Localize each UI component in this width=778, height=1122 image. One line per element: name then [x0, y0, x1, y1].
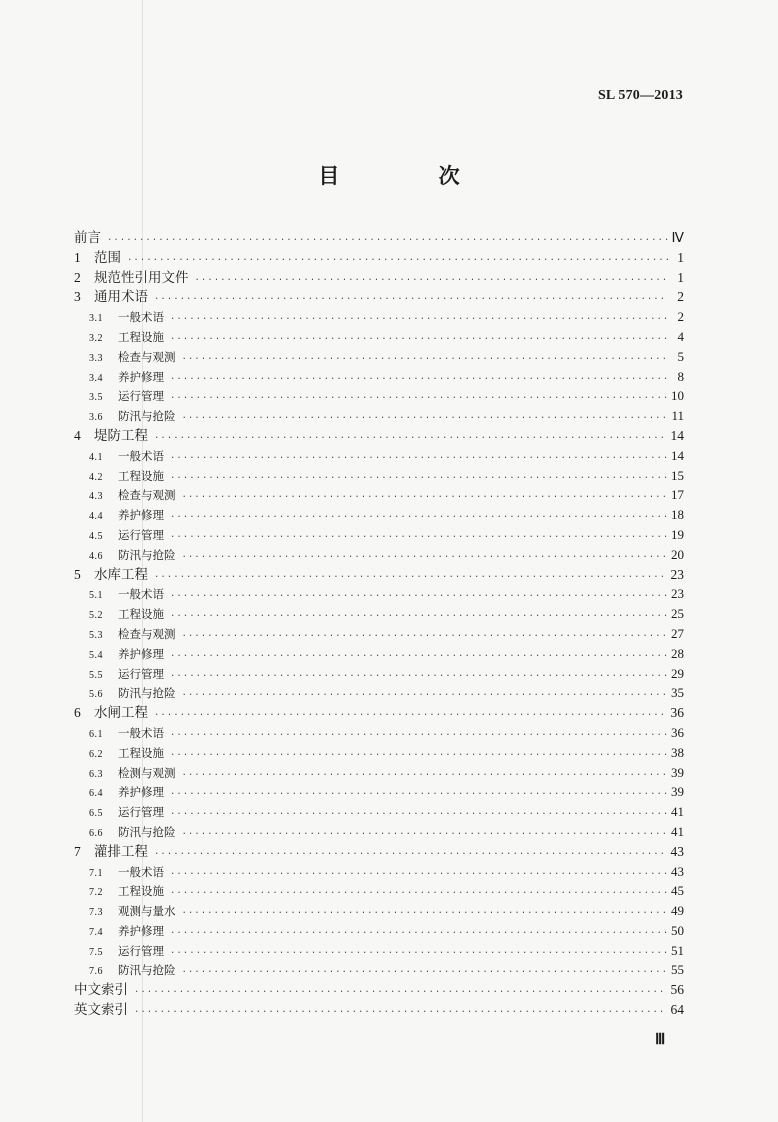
toc-entry-page: Ⅳ — [671, 230, 684, 245]
toc-entry-label: 防汛与抢险 — [118, 409, 176, 424]
dot-leader — [170, 330, 668, 350]
toc-entry-page: 4 — [677, 328, 684, 344]
toc-entry-number: 4.2 — [89, 471, 103, 483]
toc-entry[interactable] — [74, 822, 684, 842]
toc-entry[interactable] — [74, 327, 684, 347]
toc-entry[interactable] — [74, 743, 684, 763]
dot-leader — [107, 231, 668, 251]
toc-entry-label: 工程设施 — [118, 468, 164, 483]
toc-entry-page: 43 — [670, 843, 684, 859]
toc-entry-number: 3 — [74, 289, 81, 305]
dot-leader — [182, 963, 668, 983]
toc-entry-label: 一般术语 — [118, 448, 164, 463]
toc-entry[interactable] — [74, 367, 684, 387]
toc-entry-label: 运行管理 — [118, 805, 164, 820]
toc-entry-number: 4.4 — [89, 511, 103, 523]
toc-entry[interactable] — [74, 901, 684, 921]
toc-entry-page: 28 — [671, 645, 684, 661]
toc-entry[interactable] — [74, 980, 684, 1000]
toc-entry-number: 7.3 — [89, 907, 103, 919]
toc-entry-label: 堤防工程 — [94, 427, 148, 444]
dot-leader — [170, 647, 667, 667]
toc-entry-number: 6.2 — [89, 748, 103, 760]
dot-leader — [182, 350, 669, 370]
toc-entry-number: 3.4 — [89, 372, 103, 384]
toc-entry-page: 14 — [671, 447, 684, 463]
toc-entry-label: 防汛与抢险 — [118, 547, 176, 562]
toc-entry[interactable] — [74, 1000, 684, 1020]
dot-leader — [182, 409, 668, 429]
toc-entry-label: 水库工程 — [94, 566, 148, 583]
toc-entry[interactable] — [74, 881, 684, 901]
toc-entry-page: 36 — [671, 724, 684, 740]
toc-entry-label: 工程设施 — [118, 607, 164, 622]
dot-leader — [170, 884, 667, 904]
toc-entry[interactable] — [74, 683, 684, 703]
toc-entry-label: 养护修理 — [118, 785, 164, 800]
toc-entry-label: 范围 — [94, 249, 121, 266]
toc-entry-label: 一般术语 — [118, 864, 164, 879]
toc-entry-label: 运行管理 — [118, 527, 164, 542]
toc-entry-label: 防汛与抢险 — [118, 686, 176, 701]
toc-entry-page: 20 — [671, 546, 684, 562]
toc-entry-number: 3.5 — [89, 392, 103, 404]
toc-entry-number: 5.4 — [89, 649, 103, 661]
toc-entry-number: 3.3 — [89, 352, 103, 364]
toc-entry[interactable] — [74, 406, 684, 426]
toc-entry-page: 14 — [670, 427, 684, 443]
toc-entry-number: 7.2 — [89, 887, 103, 899]
toc-entry[interactable] — [74, 565, 684, 585]
toc-entry-label: 规范性引用文件 — [94, 269, 189, 286]
toc-entry-number: 5.3 — [89, 629, 103, 641]
toc-entry-label: 水闸工程 — [94, 705, 148, 722]
toc-entry-label: 灌排工程 — [94, 843, 148, 860]
toc-entry-label: 通用术语 — [94, 289, 148, 306]
toc-entry-number: 4 — [74, 427, 81, 443]
toc-entry-label: 一般术语 — [118, 725, 164, 740]
dot-leader — [170, 865, 667, 885]
toc-entry-page: 2 — [677, 309, 684, 325]
dot-leader — [182, 686, 668, 706]
toc-entry-number: 6 — [74, 705, 81, 721]
toc-entry-number: 6.1 — [89, 728, 103, 740]
toc-entry-label: 检测与观测 — [118, 765, 176, 780]
dot-leader — [170, 449, 667, 469]
toc-entry-number: 5 — [74, 566, 81, 582]
dot-leader — [127, 251, 668, 271]
dot-leader — [170, 785, 667, 805]
dot-leader — [182, 825, 668, 845]
toc-entry-number: 4.1 — [89, 451, 103, 463]
toc-entry-number: 4.3 — [89, 491, 103, 503]
toc-entry[interactable] — [74, 960, 684, 980]
dot-leader — [170, 924, 667, 944]
dot-leader — [170, 389, 667, 409]
dot-leader — [182, 627, 668, 647]
dot-leader — [154, 290, 668, 310]
toc-entry-number: 6.4 — [89, 788, 103, 800]
toc-entry-page: 5 — [677, 348, 684, 364]
toc-entry-page: 19 — [671, 526, 684, 542]
page-title: 目 次 — [318, 164, 506, 188]
toc-entry[interactable] — [74, 782, 684, 802]
toc-entry[interactable] — [74, 802, 684, 822]
toc-entry-page: 25 — [671, 606, 684, 622]
toc-entry-number: 5.2 — [89, 610, 103, 622]
toc-entry-page: 41 — [671, 804, 684, 820]
toc-entry-label: 一般术语 — [118, 310, 164, 325]
toc-entry[interactable] — [74, 545, 684, 565]
toc-entry-label: 检查与观测 — [118, 488, 176, 503]
toc-entry-label: 前言 — [74, 230, 101, 246]
dot-leader — [170, 944, 667, 964]
toc-entry-number: 6.6 — [89, 827, 103, 839]
toc-entry-page: 51 — [671, 942, 684, 958]
table-of-contents — [74, 228, 684, 1020]
dot-leader — [170, 667, 667, 687]
dot-leader — [154, 845, 667, 865]
toc-entry[interactable] — [74, 525, 684, 545]
toc-entry-number: 7.1 — [89, 867, 103, 879]
dot-leader — [170, 469, 667, 489]
toc-entry-label: 运行管理 — [118, 943, 164, 958]
dot-leader — [195, 271, 669, 291]
toc-entry-label: 防汛与抢险 — [118, 824, 176, 839]
toc-entry[interactable] — [74, 287, 684, 307]
dot-leader — [154, 568, 667, 588]
toc-entry-page: 43 — [671, 863, 684, 879]
toc-entry-number: 6.3 — [89, 768, 103, 780]
toc-entry-page: 11 — [671, 408, 684, 424]
toc-entry[interactable] — [74, 466, 684, 486]
toc-entry-label: 养护修理 — [118, 646, 164, 661]
toc-entry-page: 50 — [671, 922, 684, 938]
toc-entry-label: 养护修理 — [118, 508, 164, 523]
dot-leader — [154, 706, 667, 726]
toc-entry-label: 检查与观测 — [118, 626, 176, 641]
toc-entry[interactable] — [74, 228, 684, 248]
toc-entry-page: 23 — [670, 566, 684, 582]
toc-entry[interactable] — [74, 485, 684, 505]
toc-entry[interactable] — [74, 505, 684, 525]
toc-entry[interactable] — [74, 347, 684, 367]
dot-leader — [170, 726, 667, 746]
standard-code: SL 570—2013 — [597, 88, 683, 103]
toc-entry-page: 39 — [671, 784, 684, 800]
toc-entry[interactable] — [74, 842, 684, 862]
dot-leader — [182, 548, 668, 568]
toc-entry[interactable] — [74, 386, 684, 406]
toc-entry-label: 养护修理 — [118, 369, 164, 384]
dot-leader — [170, 528, 667, 548]
toc-entry-number: 1 — [74, 249, 81, 265]
toc-entry[interactable] — [74, 664, 684, 684]
toc-entry-label: 检查与观测 — [118, 349, 176, 364]
toc-entry-page: 39 — [671, 764, 684, 780]
toc-entry[interactable] — [74, 248, 684, 268]
page-number: Ⅲ — [655, 1032, 666, 1048]
toc-entry[interactable] — [74, 941, 684, 961]
toc-entry-page: 15 — [671, 467, 684, 483]
toc-entry-number: 7.4 — [89, 926, 103, 938]
toc-entry-number: 5.1 — [89, 590, 103, 602]
toc-entry-number: 4.6 — [89, 550, 103, 562]
dot-leader — [182, 488, 668, 508]
toc-entry-number: 2 — [74, 269, 81, 285]
toc-entry[interactable] — [74, 703, 684, 723]
dot-leader — [134, 983, 667, 1003]
toc-entry-page: 17 — [671, 487, 684, 503]
toc-entry-number: 4.5 — [89, 530, 103, 542]
toc-entry-number: 7 — [74, 843, 81, 859]
toc-entry[interactable] — [74, 921, 684, 941]
toc-entry-page: 45 — [671, 883, 684, 899]
dot-leader — [182, 904, 668, 924]
dot-leader — [182, 766, 668, 786]
toc-entry-page: 1 — [677, 249, 684, 265]
toc-entry-page: 18 — [671, 507, 684, 523]
toc-entry[interactable] — [74, 426, 684, 446]
toc-entry-label: 工程设施 — [118, 329, 164, 344]
toc-entry-label: 防汛与抢险 — [118, 963, 176, 978]
dot-leader — [170, 746, 667, 766]
toc-entry-page: 36 — [670, 705, 684, 721]
toc-entry-number: 5.5 — [89, 669, 103, 681]
dot-leader — [170, 508, 667, 528]
toc-entry-label: 英文索引 — [74, 1002, 128, 1019]
toc-entry-label: 养护修理 — [118, 923, 164, 938]
toc-entry-page: 29 — [671, 665, 684, 681]
toc-entry-page: 35 — [671, 685, 684, 701]
toc-entry-page: 1 — [677, 269, 684, 285]
dot-leader — [154, 429, 667, 449]
toc-entry-page: 55 — [671, 962, 684, 978]
toc-entry-number: 6.5 — [89, 808, 103, 820]
dot-leader — [170, 310, 668, 330]
toc-entry-page: 56 — [670, 982, 684, 998]
toc-entry-label: 工程设施 — [118, 884, 164, 899]
dot-leader — [170, 587, 667, 607]
toc-entry-label: 中文索引 — [74, 982, 128, 999]
toc-entry[interactable] — [74, 644, 684, 664]
toc-entry-page: 8 — [677, 368, 684, 384]
toc-entry-label: 运行管理 — [118, 389, 164, 404]
toc-entry-number: 5.6 — [89, 689, 103, 701]
toc-entry[interactable] — [74, 268, 684, 288]
toc-entry[interactable] — [74, 763, 684, 783]
toc-entry-number: 3.6 — [89, 412, 103, 424]
dot-leader — [134, 1003, 667, 1023]
dot-leader — [170, 607, 667, 627]
toc-entry-page: 49 — [671, 903, 684, 919]
toc-entry-page: 27 — [671, 625, 684, 641]
toc-entry-label: 观测与量水 — [118, 904, 176, 919]
toc-entry-page: 38 — [671, 744, 684, 760]
toc-entry-number: 3.2 — [89, 332, 103, 344]
toc-entry-label: 工程设施 — [118, 745, 164, 760]
toc-entry-page: 23 — [671, 586, 684, 602]
toc-entry-number: 7.6 — [89, 966, 103, 978]
dot-leader — [170, 370, 668, 390]
toc-entry-page: 2 — [677, 289, 684, 305]
toc-entry[interactable] — [74, 604, 684, 624]
toc-entry-number: 7.5 — [89, 946, 103, 958]
toc-entry-label: 一般术语 — [118, 587, 164, 602]
toc-entry-number: 3.1 — [89, 313, 103, 325]
toc-entry-page: 41 — [671, 823, 684, 839]
toc-entry-page: 10 — [671, 388, 684, 404]
toc-entry-page: 64 — [670, 1002, 684, 1018]
toc-entry-label: 运行管理 — [118, 666, 164, 681]
toc-entry[interactable] — [74, 624, 684, 644]
dot-leader — [170, 805, 667, 825]
